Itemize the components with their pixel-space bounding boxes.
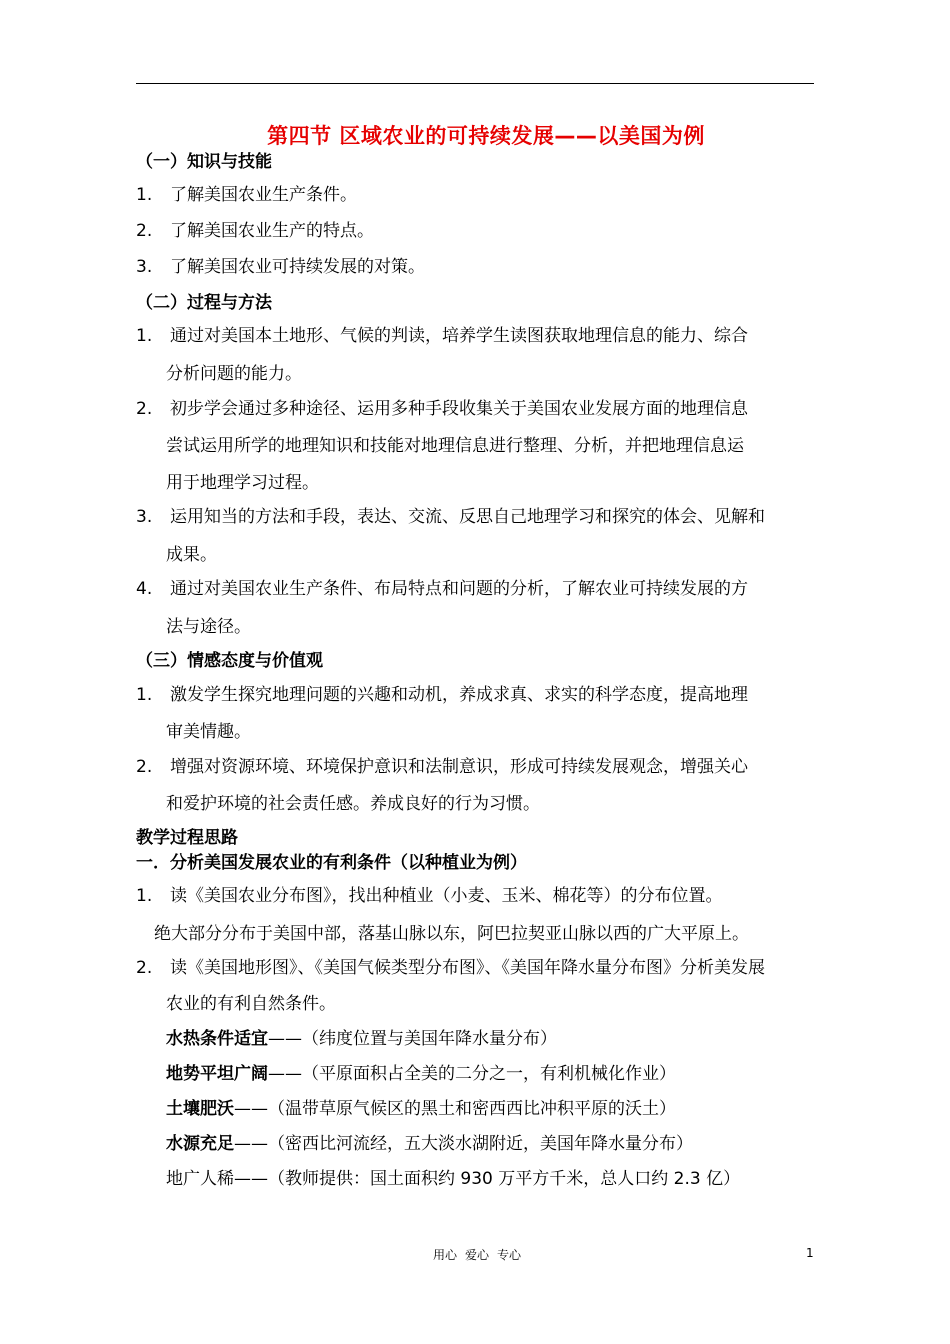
list-item: 2. 初步学会通过多种途径、运用多种手段收集关于美国农业发展方面的地理信息	[136, 399, 748, 419]
condition-line: 地势平坦广阔——（平原面积占全美的二分之一，有利机械化作业）	[166, 1064, 676, 1084]
list-item: 1. 了解美国农业生产条件。	[136, 185, 357, 205]
list-item-continuation: 审美情趣。	[166, 722, 251, 742]
section-heading-process: （二）过程与方法	[136, 293, 272, 313]
list-item: 2. 了解美国农业生产的特点。	[136, 221, 374, 241]
process-heading: 教学过程思路	[136, 828, 238, 848]
list-item: 1. 激发学生探究地理问题的兴趣和动机，养成求真、求实的科学态度，提高地理	[136, 685, 748, 705]
footer-motto: 用心 爱心 专心	[432, 1248, 522, 1262]
list-item-continuation: 尝试运用所学的地理知识和技能对地理信息进行整理、分析，并把地理信息运	[166, 436, 744, 456]
part1-heading: 一．分析美国发展农业的有利条件（以种植业为例）	[136, 853, 527, 873]
list-item-continuation: 农业的有利自然条件。	[166, 994, 336, 1014]
header-rule	[136, 83, 814, 84]
list-item-continuation: 成果。	[166, 545, 217, 565]
list-item-continuation: 分析问题的能力。	[166, 364, 302, 384]
list-item: 4. 通过对美国农业生产条件、布局特点和问题的分析，了解农业可持续发展的方	[136, 579, 748, 599]
list-item-continuation: 和爱护环境的社会责任感。养成良好的行为习惯。	[166, 794, 540, 814]
section-heading-attitude: （三）情感态度与价值观	[136, 651, 323, 671]
condition-line: 水源充足——（密西比河流经，五大淡水湖附近，美国年降水量分布）	[166, 1134, 693, 1154]
list-item: 3. 了解美国农业可持续发展的对策。	[136, 257, 425, 277]
page-number: 1	[806, 1246, 814, 1260]
condition-line: 土壤肥沃——（温带草原气候区的黑土和密西西比冲积平原的沃土）	[166, 1099, 676, 1119]
section-heading-knowledge: （一）知识与技能	[136, 152, 272, 172]
answer-text: 绝大部分分布于美国中部，落基山脉以东，阿巴拉契亚山脉以西的广大平原上。	[154, 924, 749, 944]
condition-line: 地广人稀——（教师提供：国土面积约 930 万平方千米，总人口约 2.3 亿）	[166, 1169, 741, 1189]
page-title: 第四节 区域农业的可持续发展——以美国为例	[267, 124, 705, 148]
list-item: 2. 读《美国地形图》、《美国气候类型分布图》、《美国年降水量分布图》分析美发展	[136, 958, 765, 978]
list-item: 2. 增强对资源环境、环境保护意识和法制意识，形成可持续发展观念，增强关心	[136, 757, 748, 777]
list-item: 1. 读《美国农业分布图》，找出种植业（小麦、玉米、棉花等）的分布位置。	[136, 886, 723, 906]
list-item: 1. 通过对美国本土地形、气候的判读，培养学生读图获取地理信息的能力、综合	[136, 326, 748, 346]
condition-line: 水热条件适宜——（纬度位置与美国年降水量分布）	[166, 1029, 557, 1049]
list-item-continuation: 用于地理学习过程。	[166, 473, 319, 493]
list-item-continuation: 法与途径。	[166, 617, 251, 637]
list-item: 3. 运用知当的方法和手段，表达、交流、反思自己地理学习和探究的体会、见解和	[136, 507, 765, 527]
